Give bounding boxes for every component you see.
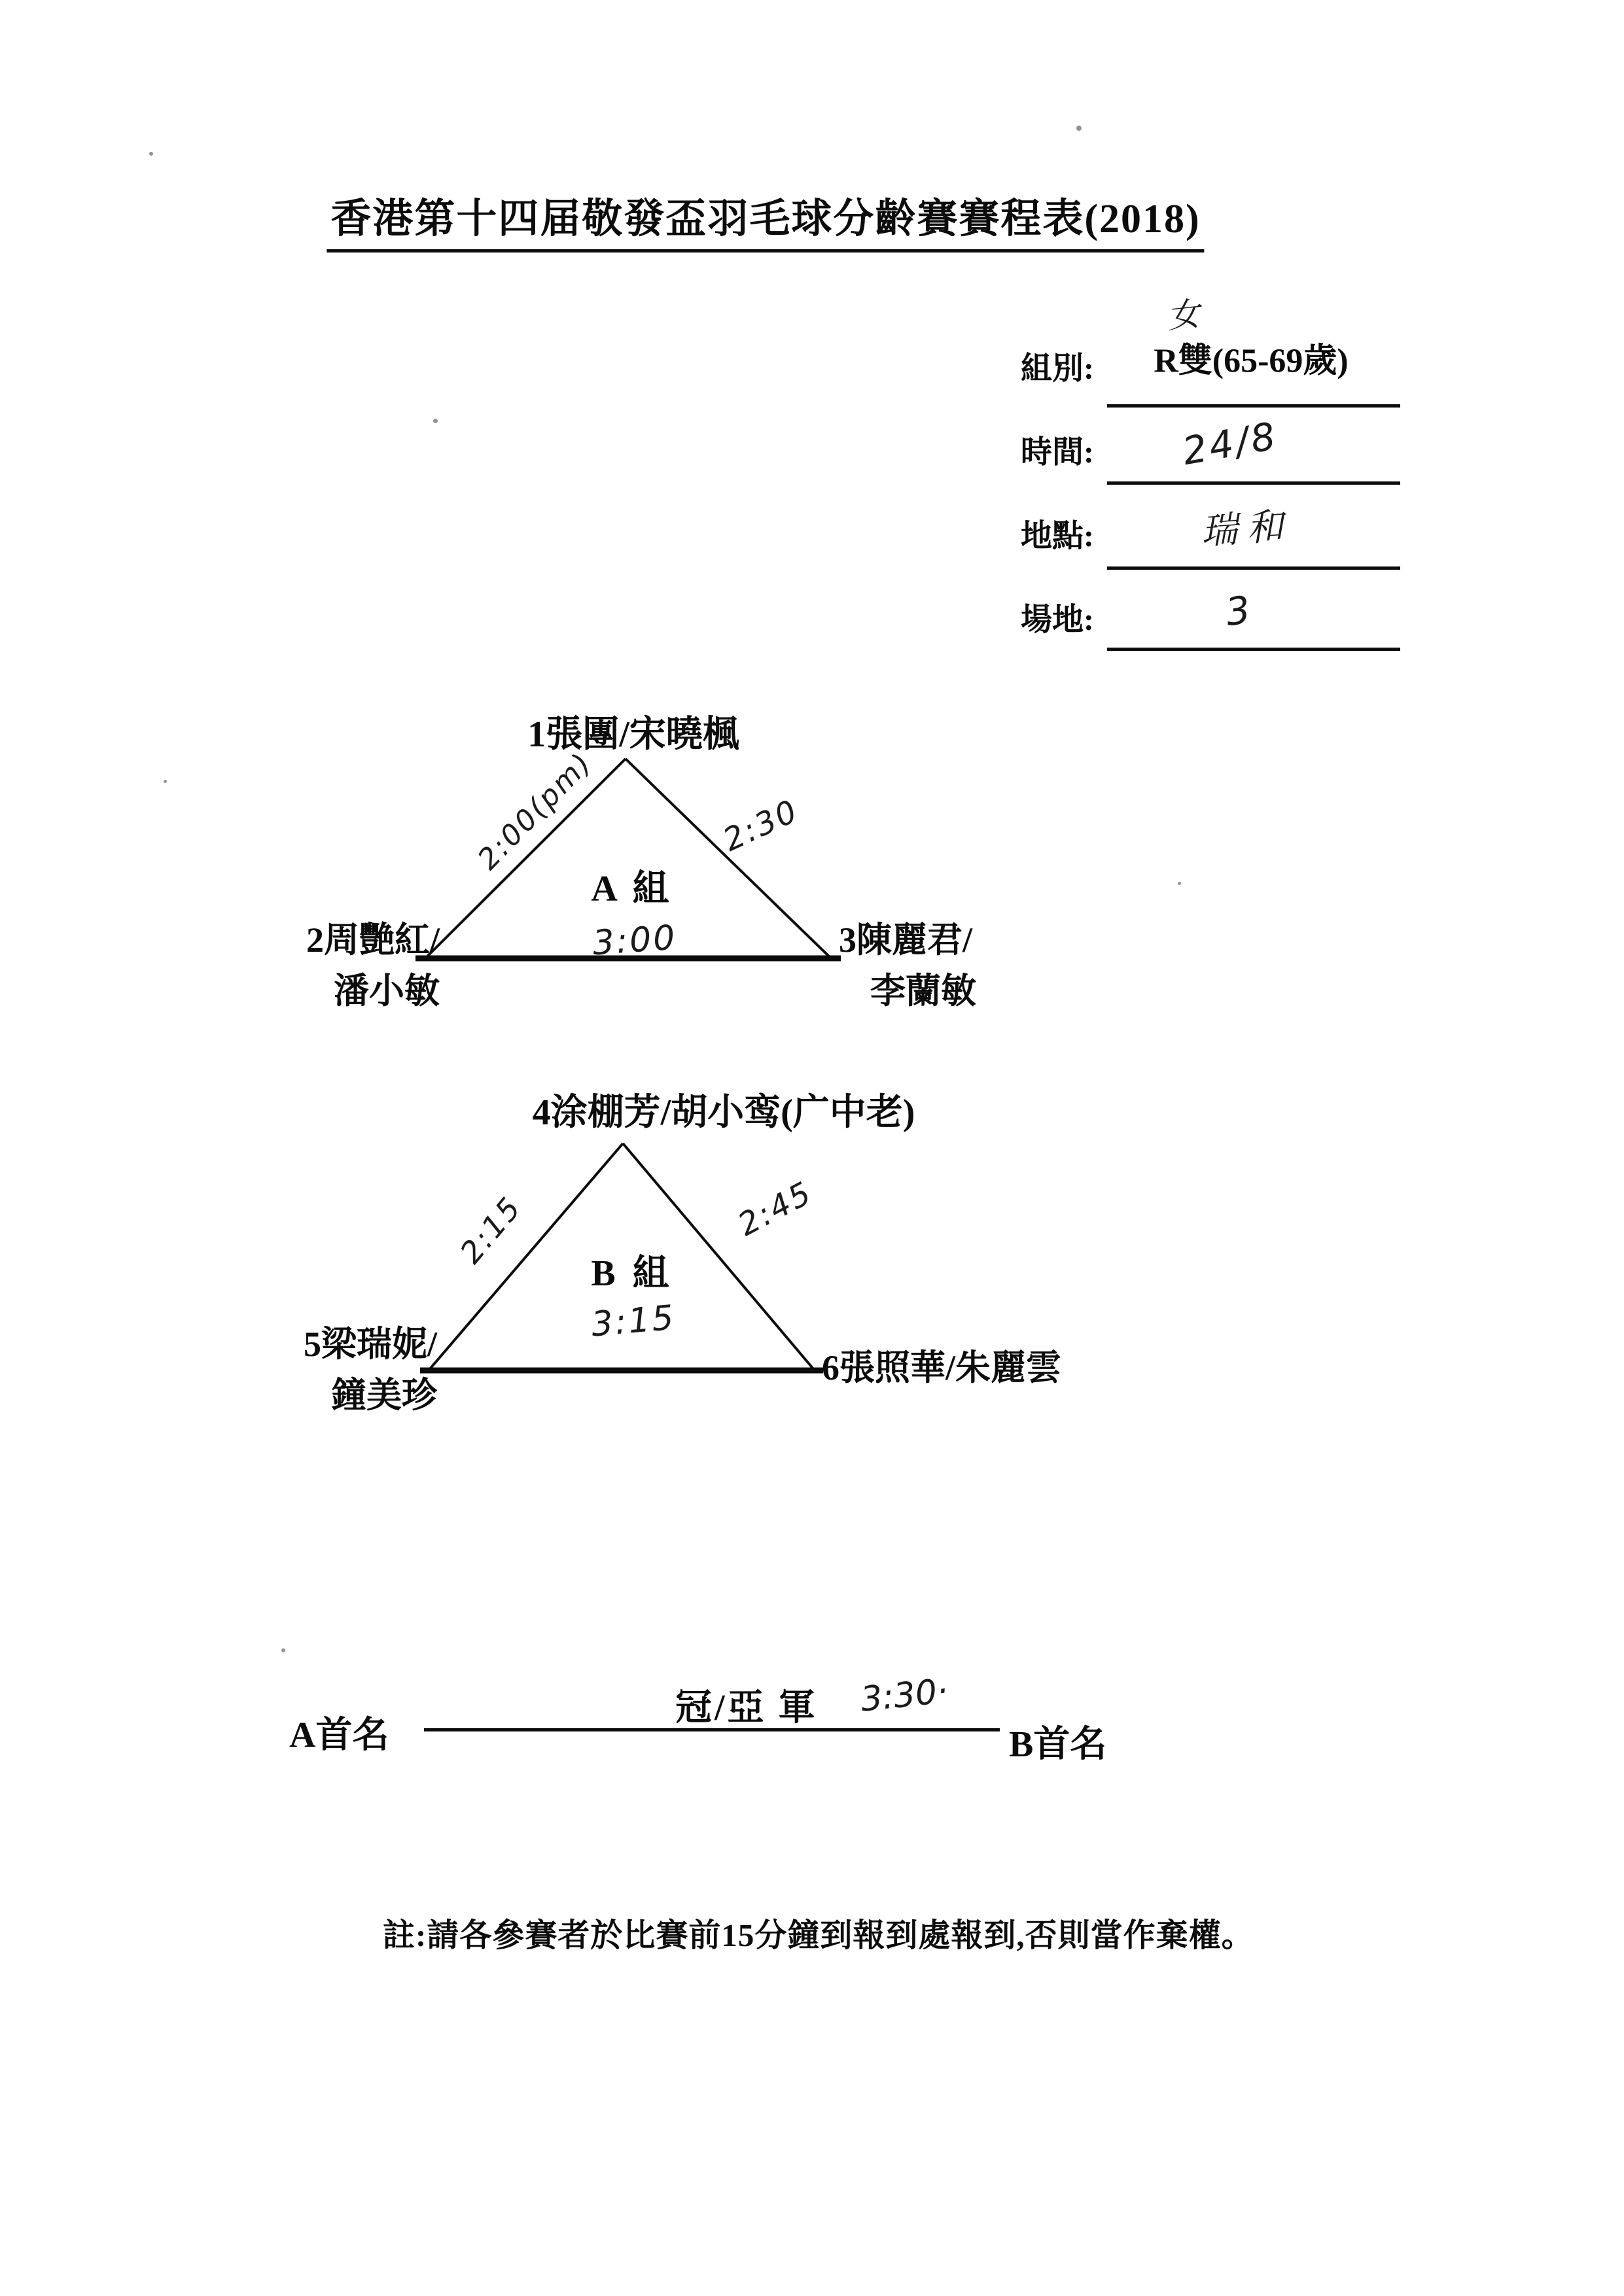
scan-speck [149, 152, 153, 156]
scan-speck [1178, 882, 1181, 885]
handwritten-venue: 瑞和 [1199, 504, 1294, 553]
final-slot-a: A首名 [289, 1715, 389, 1756]
field-label-group: 組別: [1021, 351, 1094, 386]
group-b-label: B 組 [591, 1253, 673, 1294]
handwritten-court: 3 [1222, 587, 1254, 635]
group-a-time-right: 2:30 [717, 792, 805, 859]
pair-6-line-1: 6張照華/朱麗雲 [822, 1348, 1062, 1387]
pair-2-line-2: 潘小敏 [334, 971, 440, 1011]
group-a-label: A 組 [591, 869, 673, 909]
group-b-time-left: 2:15 [453, 1189, 529, 1270]
handwritten-date: 24/8 [1179, 413, 1281, 474]
pair-2-line-1: 2周艷紅/ [306, 920, 440, 960]
group-b-pair-6 [822, 1342, 1061, 1393]
pair-5-line-2: 鐘美珍 [331, 1376, 437, 1415]
group-a-time-left: 2:00(pm) [471, 746, 599, 877]
page-title: 香港第十四届敬發盃羽毛球分齡賽賽程表(2018) [327, 186, 1204, 252]
group-a-pair-3 [839, 914, 976, 1017]
group-a-time-bottom: 3:00 [591, 918, 679, 964]
scan-speck [164, 780, 167, 783]
field-rule-time [1107, 481, 1400, 485]
field-rule-group [1107, 404, 1400, 408]
group-b-pair-5 [246, 1319, 437, 1421]
scan-speck [281, 1648, 285, 1652]
group-b-time-right: 2:45 [732, 1174, 819, 1244]
field-label-time: 時間: [1021, 435, 1094, 470]
field-label-venue: 地點: [1021, 519, 1094, 553]
scan-speck [433, 419, 438, 423]
field-rule-venue [1107, 566, 1400, 570]
field-value-group: R雙(65-69歲) [1154, 342, 1349, 380]
pair-5-line-1: 5梁瑞妮/ [303, 1325, 437, 1364]
group-b-pair-4: 4涂棚芳/胡小鸾(广中老) [532, 1092, 915, 1133]
final-title: 冠/亞 軍 [675, 1688, 818, 1728]
field-label-court: 場地: [1021, 602, 1094, 637]
handwritten-gender: 女 [1165, 294, 1202, 336]
group-a-pair-2 [249, 914, 440, 1017]
footnote: 註:請各參賽者於比賽前15分鐘到報到處報到,否則當作棄權。 [383, 1917, 1254, 1953]
final-match-line [424, 1728, 1000, 1731]
group-a-pair-1: 1張團/宋曉楓 [527, 714, 739, 755]
group-b-time-bottom: 3:15 [590, 1298, 677, 1345]
final-time: 3:30· [858, 1671, 950, 1720]
final-slot-b: B首名 [1009, 1724, 1107, 1765]
scan-speck [1076, 126, 1082, 131]
field-rule-court [1107, 648, 1400, 651]
pair-3-line-2: 李蘭敏 [870, 971, 976, 1011]
pair-3-line-1: 3陳麗君/ [839, 920, 973, 960]
